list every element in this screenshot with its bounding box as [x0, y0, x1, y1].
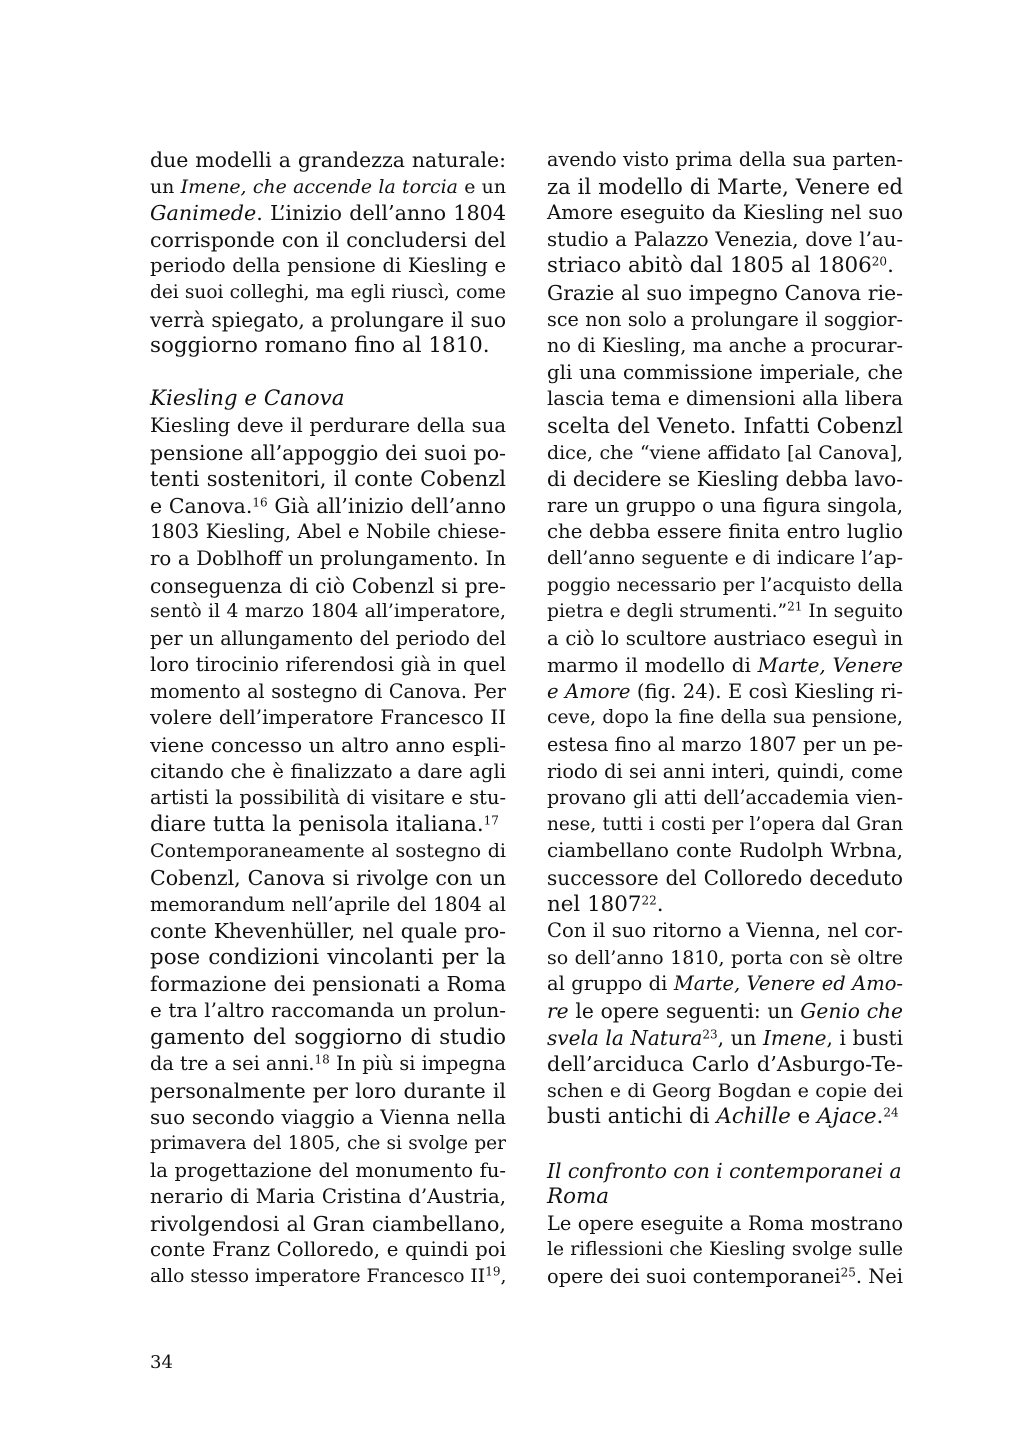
- text-line: re le opere seguenti: un Genio che: [547, 999, 904, 1023]
- text-line: Amore eseguito da Kiesling nel suo: [547, 201, 903, 225]
- text-line: ceve, dopo la fine della sua pensione,: [547, 707, 903, 729]
- section-heading: Roma: [547, 1184, 610, 1210]
- text-line: svela la Natura$^{23}$, un Imene, i busti: [547, 1025, 903, 1050]
- text-line: nel 1807$^{22}$.: [547, 891, 664, 917]
- section-heading: Kiesling e Canova: [150, 386, 345, 412]
- page-number: 34: [150, 1352, 173, 1373]
- text-line: verrà spiegato, a prolungare il suo: [150, 307, 506, 332]
- text-line: citando che è finalizzato a dare agli: [150, 759, 506, 783]
- text-line: studio a Palazzo Venezia, dove l’au-: [547, 227, 903, 251]
- text-line: successore del Colloredo deceduto: [547, 866, 903, 891]
- text-line: Kiesling deve il perdurare della sua: [150, 413, 506, 437]
- text-line: Contemporaneamente al sostegno di: [150, 840, 506, 863]
- text-line: la progettazione del monumento fu-: [150, 1158, 506, 1182]
- text-line: di decidere se Kiesling debba lavo-: [547, 467, 903, 492]
- section-heading: Il confronto con i contemporanei a: [547, 1158, 902, 1183]
- text-line: ciambellano conte Rudolph Wrbna,: [547, 839, 903, 863]
- text-line: rivolgendosi al Gran ciambellano,: [150, 1211, 506, 1236]
- text-line: conte Franz Colloredo, e quindi poi: [150, 1238, 506, 1262]
- text-line: soggiorno romano fino al 1810.: [150, 333, 490, 359]
- text-line: viene concesso un altro anno espli-: [150, 733, 506, 758]
- text-line: estesa fino al marzo 1807 per un pe-: [547, 733, 903, 757]
- text-line: volere dell’imperatore Francesco II: [150, 706, 506, 730]
- text-line: ro a Doblhoff un prolungamento. In: [150, 546, 506, 570]
- text-line: scelta del Veneto. Infatti Cobenzl: [547, 412, 903, 438]
- text-line: corrisponde con il concludersi del: [150, 227, 506, 252]
- text-line: conte Khevenhüller, nel quale pro-: [150, 919, 506, 944]
- text-line: da tre a sei anni.$^{18}$ In più si impegna: [150, 1052, 506, 1076]
- text-line: e Canova.$^{16}$ Già all’inizio dell’anno: [150, 493, 507, 518]
- text-line: dell’arciduca Carlo d’Asburgo-Te-: [547, 1052, 903, 1077]
- text-line: formazione dei pensionati a Roma: [150, 972, 506, 997]
- text-line: gli una commissione imperiale, che: [547, 360, 903, 384]
- text-line: momento al sostegno di Canova. Per: [150, 679, 506, 703]
- text-line: a ciò lo scultore austriaco eseguì in: [547, 626, 903, 650]
- text-line: provano gli atti dell’accademia vien-: [547, 786, 903, 810]
- text-line: dell’anno seguente e di indicare l’ap-: [547, 547, 903, 569]
- text-line: due modelli a grandezza naturale:: [150, 148, 506, 172]
- text-line: che debba essere finita entro luglio: [547, 520, 903, 544]
- text-line: so dell’anno 1810, porta con sè oltre: [547, 946, 903, 969]
- paragraph-spacer: [150, 360, 506, 387]
- text-line: e tra l’altro raccomanda un prolun-: [150, 999, 506, 1022]
- text-line: le riflessioni che Kiesling svolge sulle: [547, 1239, 903, 1261]
- text-line: avendo visto prima della sua parten-: [547, 148, 903, 171]
- text-line: Cobenzl, Canova si rivolge con un: [150, 866, 506, 891]
- text-line: Le opere eseguite a Roma mostrano: [547, 1211, 903, 1235]
- text-line: busti antichi di Achille e Ajace.$^{24}$: [547, 1104, 899, 1130]
- text-line: un Imene, che accende la torcia e un: [150, 175, 506, 198]
- text-line: diare tutta la penisola italiana.$^{17}$: [150, 811, 499, 837]
- text-line: rare un gruppo o una figura singola,: [547, 493, 903, 517]
- text-line: personalmente per loro durante il: [150, 1078, 506, 1103]
- text-line: marmo il modello di Marte, Venere: [547, 653, 904, 678]
- text-line: allo stesso imperatore Francesco II$^{19}$,: [150, 1264, 507, 1287]
- text-line: dice, che “viene affidato [al Canova],: [547, 441, 903, 464]
- paragraph-spacer: [547, 1131, 903, 1158]
- text-line: no di Kiesling, ma anche a procurar-: [547, 334, 903, 358]
- text-line: artisti la possibilità di visitare e stu-: [150, 786, 506, 810]
- text-line: e Amore (fig. 24). E così Kiesling ri-: [547, 679, 903, 703]
- text-line: Ganimede. L’inizio dell’anno 1804: [150, 201, 506, 226]
- text-line: nerario di Maria Cristina d’Austria,: [150, 1185, 506, 1209]
- text-line: pose condizioni vincolanti per la: [150, 944, 506, 970]
- text-line: lascia tema e dimensioni alla libera: [547, 387, 903, 411]
- text-line: striaco abitò dal 1805 al 1806$^{20}$.: [547, 253, 894, 279]
- text-line: opere dei suoi contemporanei$^{25}$. Nei: [547, 1264, 903, 1288]
- text-line: primavera del 1805, che si svolge per: [150, 1132, 506, 1154]
- text-line: gamento del soggiorno di studio: [150, 1024, 506, 1050]
- right-text-column: [547, 147, 903, 1291]
- text-line: Con il suo ritorno a Vienna, nel cor-: [547, 919, 903, 943]
- text-line: al gruppo di Marte, Venere ed Amo-: [547, 972, 904, 996]
- text-line: sce non solo a prolungare il soggior-: [547, 307, 903, 331]
- text-line: Grazie al suo impegno Canova rie-: [547, 280, 903, 305]
- text-line: za il modello di Marte, Venere ed: [547, 173, 903, 199]
- text-line: nese, tutti i costi per l’opera dal Gran: [547, 813, 903, 835]
- text-line: suo secondo viaggio a Vienna nella: [150, 1105, 506, 1130]
- text-line: loro tirocinio riferendosi già in quel: [150, 653, 506, 677]
- text-line: per un allungamento del periodo del: [150, 626, 506, 650]
- text-line: pensione all’appoggio dei suoi po-: [150, 440, 506, 465]
- text-line: periodo della pensione di Kiesling e: [150, 254, 506, 278]
- left-text-column: [150, 147, 506, 1291]
- text-line: dei suoi colleghi, ma egli riuscì, come: [150, 281, 506, 303]
- text-line: poggio necessario per l’acquisto della: [547, 574, 903, 596]
- text-line: tenti sostenitori, il conte Cobenzl: [150, 467, 506, 492]
- text-line: sentò il 4 marzo 1804 all’imperatore,: [150, 601, 506, 623]
- text-line: conseguenza di ciò Cobenzl si pre-: [150, 573, 506, 598]
- text-line: riodo di sei anni interi, quindi, come: [547, 759, 903, 783]
- text-line: pietra e degli strumenti.”$^{21}$ In seguito: [547, 599, 903, 623]
- text-line: schen e di Georg Bogdan e copie dei: [547, 1078, 903, 1102]
- text-line: 1803 Kiesling, Abel e Nobile chiese-: [150, 520, 506, 544]
- text-line: memorandum nell’aprile del 1804 al: [150, 892, 506, 916]
